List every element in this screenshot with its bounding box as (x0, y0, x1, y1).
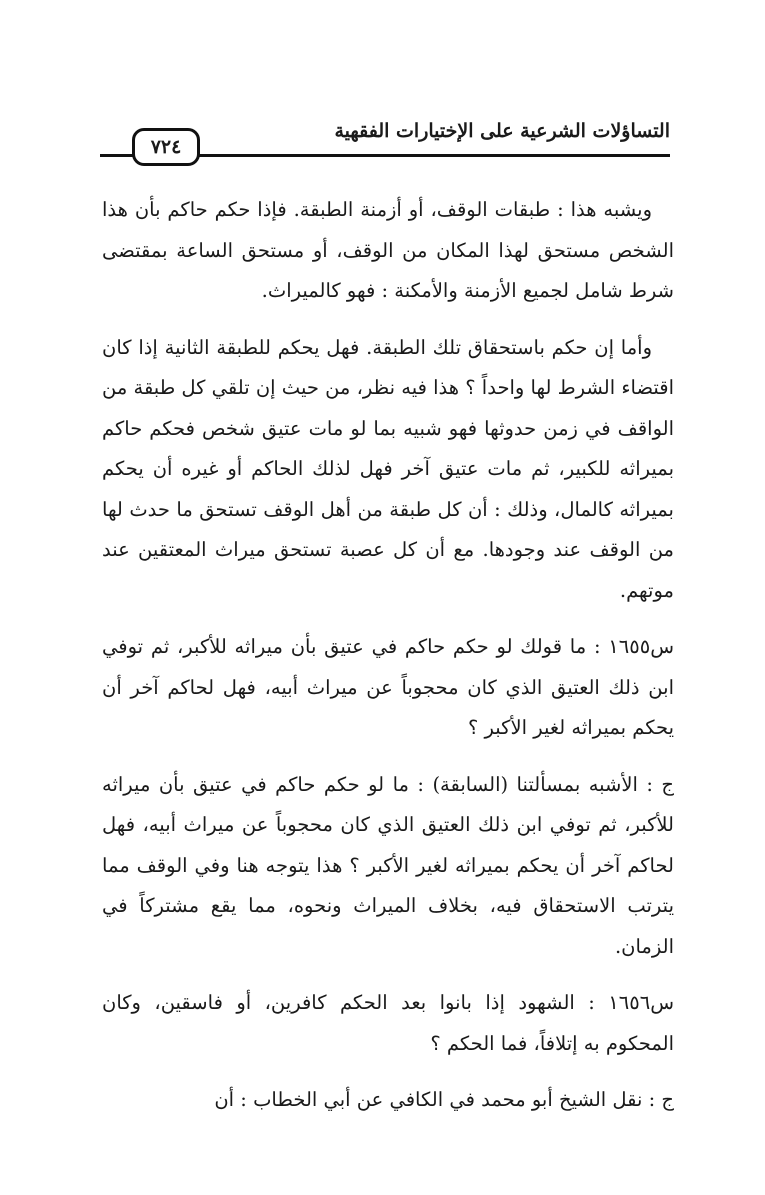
running-header (100, 118, 670, 164)
paragraph: ويشبه هذا : طبقات الوقف، أو أزمنة الطبقة. فإذا حكم حاكم بأن هذا الشخص مستحق لهذا المكان من الوقف، أو مستحق الساعة بمقتضى شرط شامل لجميع الأزمنة والأمكنة : فهو كالميراث. (102, 198, 674, 302)
page-body (102, 190, 674, 1137)
paragraph: وأما إن حكم باستحقاق تلك الطبقة. فهل يحكم للطبقة الثانية إذا كان اقتضاء الشرط لها واحداً ؟ هذا فيه نظر، من حيث إن تلقي كل طبقة من الواقف في زمن حدوثها فهو شبيه بما لو مات عتيق شخص فحكم حاكم بميراثه للكبير، ثم مات عتيق آخر فهل لذلك الحاكم أو غيره أن يحكم بميراثه كالمال، وذلك : أن كل طبقة من أهل الوقف تستحق ما حدث لها من الوقف عند وجودها. مع أن كل عصبة تستحق ميراث المعتقين عند موتهم. (102, 335, 674, 602)
question-paragraph: س١٦٥٥ : ما قولك لو حكم حاكم في عتيق بأن ميراثه للأكبر، ثم توفي ابن ذلك العتيق الذي كان محجوباً عن ميراث أبيه، فهل لحاكم آخر أن يحكم بميراثه لغير الأكبر ؟ (102, 635, 674, 739)
question-paragraph: س١٦٥٦ : الشهود إذا بانوا بعد الحكم كافرين، أو فاسقين، وكان المحكوم به إتلافاً، فما الحكم ؟ (102, 991, 674, 1055)
page-number: ٧٢٤ (150, 136, 182, 158)
page-number-badge (132, 128, 200, 166)
answer-paragraph: ج : الأشبه بمسألتنا (السابقة) : ما لو حكم حاكم في عتيق بأن ميراثه للأكبر، ثم توفي ابن ذلك العتيق الذي كان محجوباً عن ميراث أبيه، فهل لحاكم آخر أن يحكم بميراثه لغير الأكبر ؟ هذا يتوجه هنا وفي الوقف مما يترتب الاستحقاق فيه، بخلاف الميراث ونحوه، مما يقع مشتركاً في الزمان. (102, 772, 674, 958)
answer-paragraph: ج : نقل الشيخ أبو محمد في الكافي عن أبي الخطاب : أن (214, 1088, 674, 1111)
book-title: التساؤلات الشرعية على الإختيارات الفقهية (334, 120, 670, 142)
